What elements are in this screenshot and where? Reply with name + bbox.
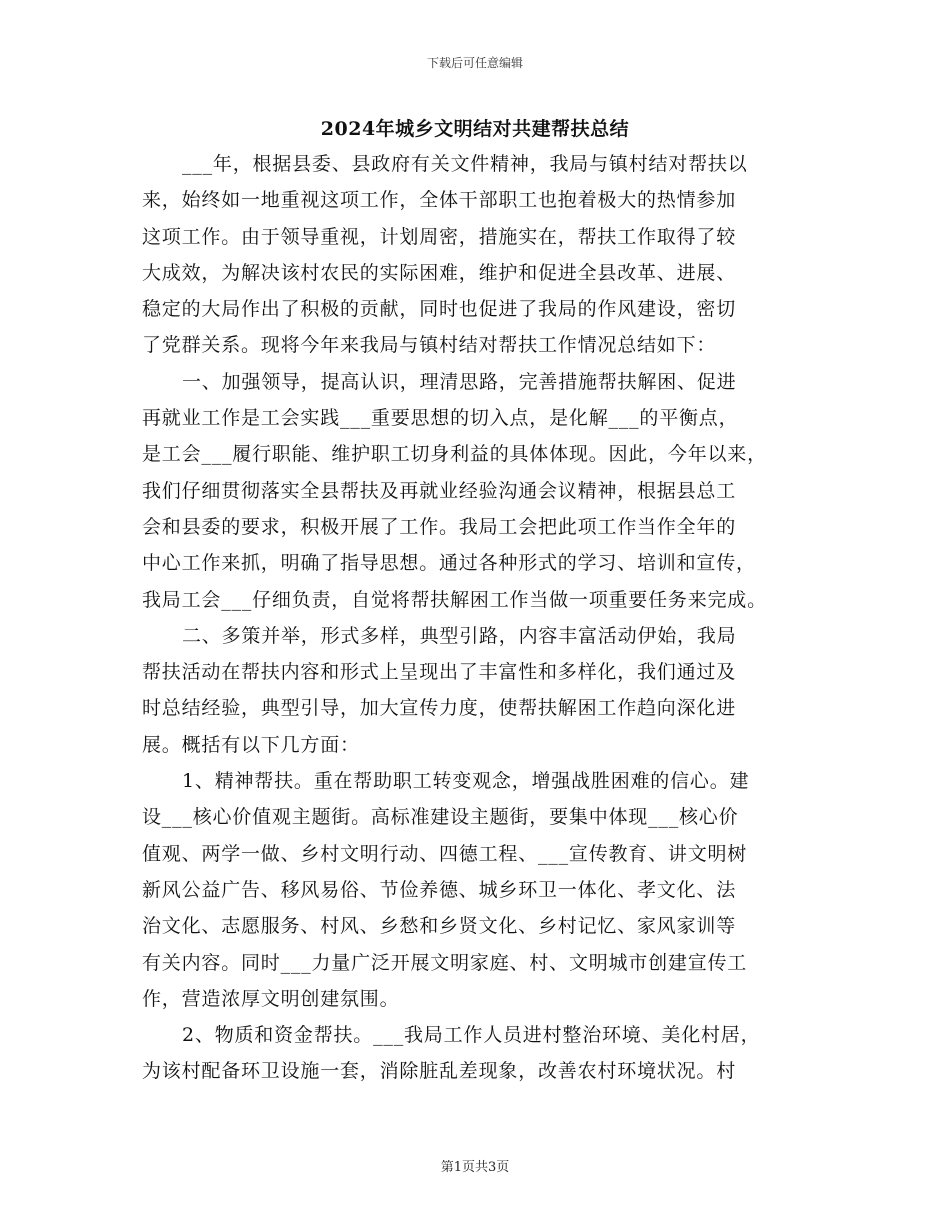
document-title: 2024年城乡文明结对共建帮扶总结 — [320, 118, 630, 140]
body-line: 值观、两学一做、乡村文明行动、四德工程、___宣传教育、讲文明树 — [142, 842, 748, 865]
body-line: 帮扶活动在帮扶内容和形式上呈现出了丰富性和多样化，我们通过及 — [142, 661, 737, 684]
body-line: 了党群关系。现将今年来我局与镇村结对帮扶工作情况总结如下： — [142, 334, 717, 357]
page-number: 第1页共3页 — [440, 1160, 510, 1175]
body-line: 我们仔细贯彻落实全县帮扶及再就业经验沟通会议精神，根据县总工 — [142, 479, 737, 502]
page-header-note: 下载后可任意编辑 — [426, 56, 523, 70]
body-line: 二、多策并举，形式多样，典型引路，内容丰富活动伊始，我局 — [182, 624, 737, 647]
body-line: 一、加强领导，提高认识，理清思路，完善措施帮扶解困、促进 — [182, 370, 737, 393]
body-line: 1、精神帮扶。重在帮助职工转变观念，增强战胜困难的信心。建 — [182, 770, 750, 793]
body-line: 来，始终如一地重视这项工作，全体干部职工也抱着极大的热情参加 — [142, 189, 737, 212]
body-line: 设___核心价值观主题街。高标准建设主题街，要集中体现___核心价 — [142, 806, 739, 829]
body-line: 再就业工作是工会实践___重要思想的切入点，是化解___的平衡点， — [142, 407, 739, 430]
body-line: 大成效，为解决该村农民的实际困难，维护和促进全县改革、进展、 — [142, 261, 737, 284]
body-line: 会和县委的要求，积极开展了工作。我局工会把此项工作当作全年的 — [142, 515, 737, 538]
body-line: 治文化、志愿服务、村风、乡愁和乡贤文化、乡村记忆、家风家训等 — [142, 915, 737, 938]
body-line: 稳定的大局作出了积极的贡献，同时也促进了我局的作风建设，密切 — [142, 298, 737, 321]
body-line: 有关内容。同时___力量广泛开展文明家庭、村、文明城市创建宣传工 — [142, 951, 748, 974]
body-line: 是工会___履行职能、维护职工切身利益的具体体现。因此，今年以来， — [142, 443, 767, 466]
body-line: 中心工作来抓，明确了指导思想。通过各种形式的学习、培训和宣传， — [142, 552, 756, 575]
body-line: 展。概括有以下几方面： — [142, 733, 360, 756]
body-line: ___年，根据县委、县政府有关文件精神，我局与镇村结对帮扶以 — [182, 153, 748, 175]
body-line: 为该村配备环卫设施一套，消除脏乱差现象，改善农村环境状况。村 — [142, 1060, 737, 1083]
body-line: 作，营造浓厚文明创建氛围。 — [142, 987, 400, 1010]
body-line: 2、物质和资金帮扶。___我局工作人员进村整治环境、美化村居， — [182, 1024, 761, 1047]
document-body — [142, 146, 812, 1090]
body-line: 我局工会___仔细负责，自觉将帮扶解困工作当做一项重要任务来完成。 — [142, 588, 767, 611]
body-line: 这项工作。由于领导重视，计划周密，措施实在，帮扶工作取得了较 — [142, 225, 737, 248]
body-line: 时总结经验，典型引导，加大宣传力度，使帮扶解困工作趋向深化进 — [142, 697, 737, 720]
body-line: 新风公益广告、移风易俗、节俭养德、城乡环卫一体化、孝文化、法 — [142, 878, 737, 901]
